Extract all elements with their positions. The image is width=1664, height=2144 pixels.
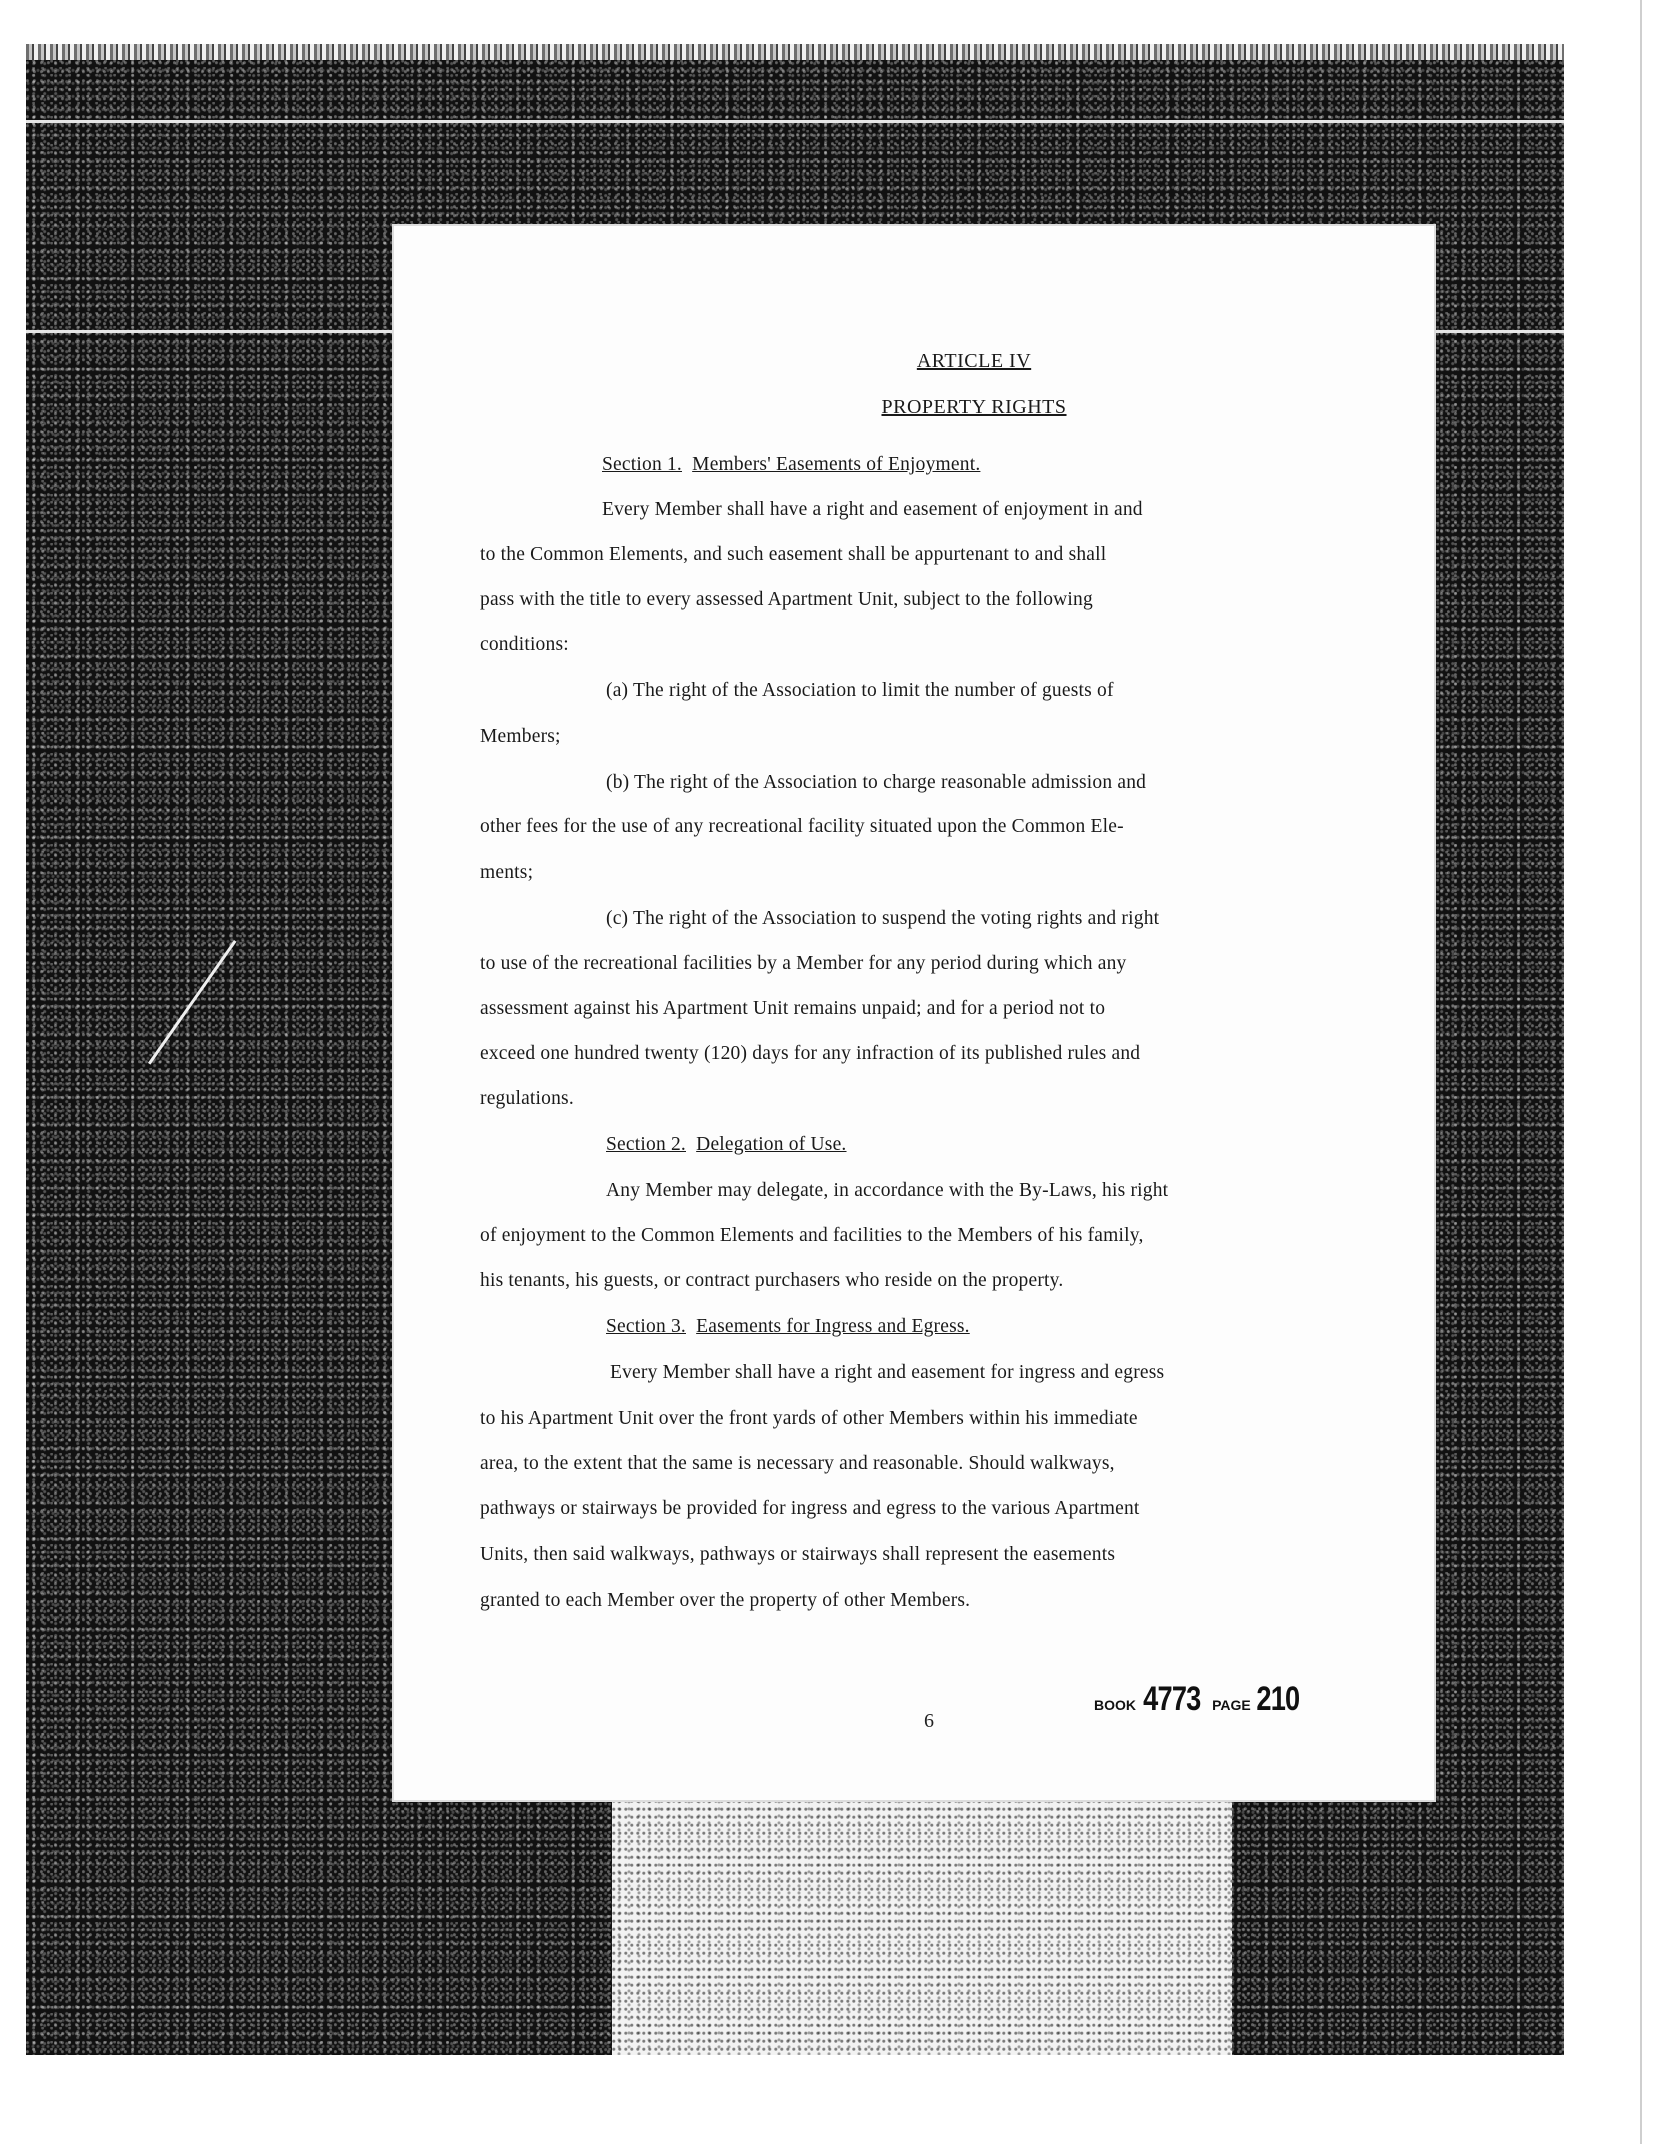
text-line: Any Member may delegate, in accordance with the By-Laws, his right [606,1180,1169,1201]
scan-line [26,120,1564,123]
text-line: his tenants, his guests, or contract purchasers who reside on the property. [480,1270,1064,1291]
section-title: Members' Easements of Enjoyment. [692,454,981,475]
text-line: Every Member shall have a right and easement of enjoyment in and [602,499,1143,520]
article-title: ARTICLE IV [916,350,1032,372]
document-page [394,226,1434,1800]
article-subtitle: PROPERTY RIGHTS [881,396,1067,418]
section-title: Easements for Ingress and Egress. [696,1316,970,1337]
text-line: assessment against his Apartment Unit remains unpaid; and for a period not to [480,998,1106,1019]
book-number: 4773 [1143,1680,1201,1718]
page-number: 6 [924,1710,934,1732]
section-label: Section 1. [602,454,682,475]
text-line: other fees for the use of any recreational facility situated upon the Common Ele- [480,816,1124,837]
text-line: exceed one hundred twenty (120) days for any infraction of its published rules and [480,1043,1141,1064]
book-label: BOOK [1094,1697,1136,1713]
text-line: granted to each Member over the property of other Members. [480,1590,971,1611]
section-title: Delegation of Use. [696,1134,847,1155]
text-line: (c) The right of the Association to suspend the voting rights and right [606,908,1160,929]
text-line: pass with the title to every assessed Apartment Unit, subject to the following [480,589,1093,610]
section-label: Section 2. [606,1134,686,1155]
scan-lower-patch [612,1790,1232,2055]
recording-stamp [1094,1680,1304,1719]
text-line: area, to the extent that the same is necessary and reasonable. Should walkways, [480,1453,1115,1474]
scan-line [1430,330,1564,333]
text-line: of enjoyment to the Common Elements and facilities to the Members of his family, [480,1225,1144,1246]
text-line: pathways or stairways be provided for ingress and egress to the various Apartment [480,1498,1140,1519]
text-line: Members; [480,726,561,747]
section-1-heading [602,454,980,476]
text-line: (b) The right of the Association to charge reasonable admission and [606,772,1147,793]
page-edge-rule [1640,0,1642,2144]
section-label: Section 3. [606,1316,686,1337]
section-2-heading [606,1134,847,1156]
text-line: ments; [480,862,534,883]
text-line: (a) The right of the Association to limit the number of guests of [606,680,1114,701]
text-line: to use of the recreational facilities by a Member for any period during which any [480,953,1127,974]
text-line: Every Member shall have a right and easement for ingress and egress [610,1362,1165,1383]
text-line: conditions: [480,634,569,655]
text-line: to his Apartment Unit over the front yards of other Members within his immediate [480,1408,1138,1429]
text-line: regulations. [480,1088,574,1109]
text-line: Units, then said walkways, pathways or stairways shall represent the easements [480,1544,1116,1565]
page-number-stamp: 210 [1256,1680,1300,1718]
section-3-heading [606,1316,970,1338]
page-label: PAGE [1212,1697,1251,1713]
scan-line [26,330,396,333]
text-line: to the Common Elements, and such easement shall be appurtenant to and shall [480,544,1107,565]
